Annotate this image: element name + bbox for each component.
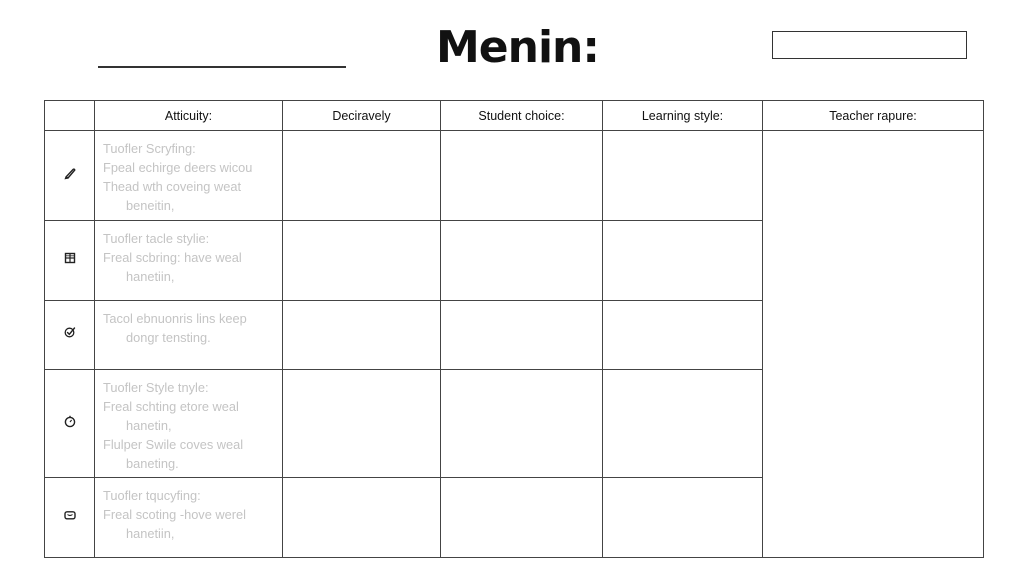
row-icon-cell	[45, 221, 95, 300]
activity-text: Fpeal echirge deers wicou	[103, 160, 253, 175]
grid-icon	[63, 251, 77, 265]
entry-cell[interactable]	[603, 131, 763, 221]
choice-board-table	[44, 100, 984, 558]
activity-text: Tacol ebnuonris lins keep	[103, 310, 247, 326]
header-icon-column	[45, 101, 95, 131]
activity-text: hanetiin,	[126, 525, 175, 541]
row-icon-cell	[45, 370, 95, 478]
name-line[interactable]	[98, 66, 346, 68]
activity-text: baneting.	[126, 456, 179, 472]
table-row	[45, 131, 984, 221]
activity-text: Tuofler Scryfing:	[103, 141, 196, 156]
header-row	[45, 101, 984, 131]
row-icon-cell	[45, 131, 95, 221]
header-teacher-rapure: Teacher rapure:	[763, 101, 984, 131]
checkmark-icon	[63, 325, 77, 339]
activity-cell	[95, 221, 283, 300]
activity-cell	[95, 300, 283, 369]
entry-cell[interactable]	[283, 477, 441, 557]
tray-icon	[63, 508, 77, 522]
entry-cell[interactable]	[603, 370, 763, 478]
row-icon-cell	[45, 477, 95, 557]
activity-text: Tuofler tacle stylie:	[103, 231, 210, 247]
activity-text: Thead wth coveing weat	[103, 179, 242, 194]
header-deciravely: Deciravely	[283, 101, 441, 131]
entry-cell[interactable]	[283, 300, 441, 369]
entry-cell[interactable]	[441, 477, 603, 557]
activity-text: Freal schting etore weal	[103, 399, 239, 415]
entry-cell[interactable]	[603, 300, 763, 369]
entry-cell[interactable]	[603, 221, 763, 300]
entry-cell[interactable]	[283, 131, 441, 221]
stopwatch-icon	[63, 414, 77, 428]
activity-text: dongr tensting.	[126, 329, 211, 345]
teacher-rapure-cell[interactable]	[763, 131, 984, 558]
activity-text: Tuofler tqucyfing:	[103, 487, 201, 503]
pencil-icon	[63, 166, 77, 180]
header-student-choice: Student choice:	[441, 101, 603, 131]
activity-text: Freal scoting -hove werel	[103, 506, 246, 522]
entry-cell[interactable]	[441, 221, 603, 300]
activity-text: hanetin,	[126, 418, 172, 434]
entry-cell[interactable]	[603, 477, 763, 557]
entry-cell[interactable]	[283, 221, 441, 300]
activity-cell	[95, 477, 283, 557]
activity-text: Tuofler Style tnyle:	[103, 380, 209, 396]
entry-cell[interactable]	[283, 370, 441, 478]
entry-cell[interactable]	[441, 370, 603, 478]
row-icon-cell	[45, 300, 95, 369]
date-box[interactable]	[772, 31, 967, 59]
page-title: Menin:	[436, 22, 599, 73]
entry-cell[interactable]	[441, 131, 603, 221]
activity-cell	[95, 370, 283, 478]
activity-cell	[95, 131, 283, 221]
activity-text: beneitin,	[126, 198, 175, 213]
activity-text: hanetiin,	[126, 269, 175, 285]
activity-text: Freal scbring: have weal	[103, 250, 242, 266]
header-learning-style: Learning style:	[603, 101, 763, 131]
entry-cell[interactable]	[441, 300, 603, 369]
activity-text: Flulper Swile coves weal	[103, 437, 244, 453]
header-activity: Atticuity:	[95, 101, 283, 131]
